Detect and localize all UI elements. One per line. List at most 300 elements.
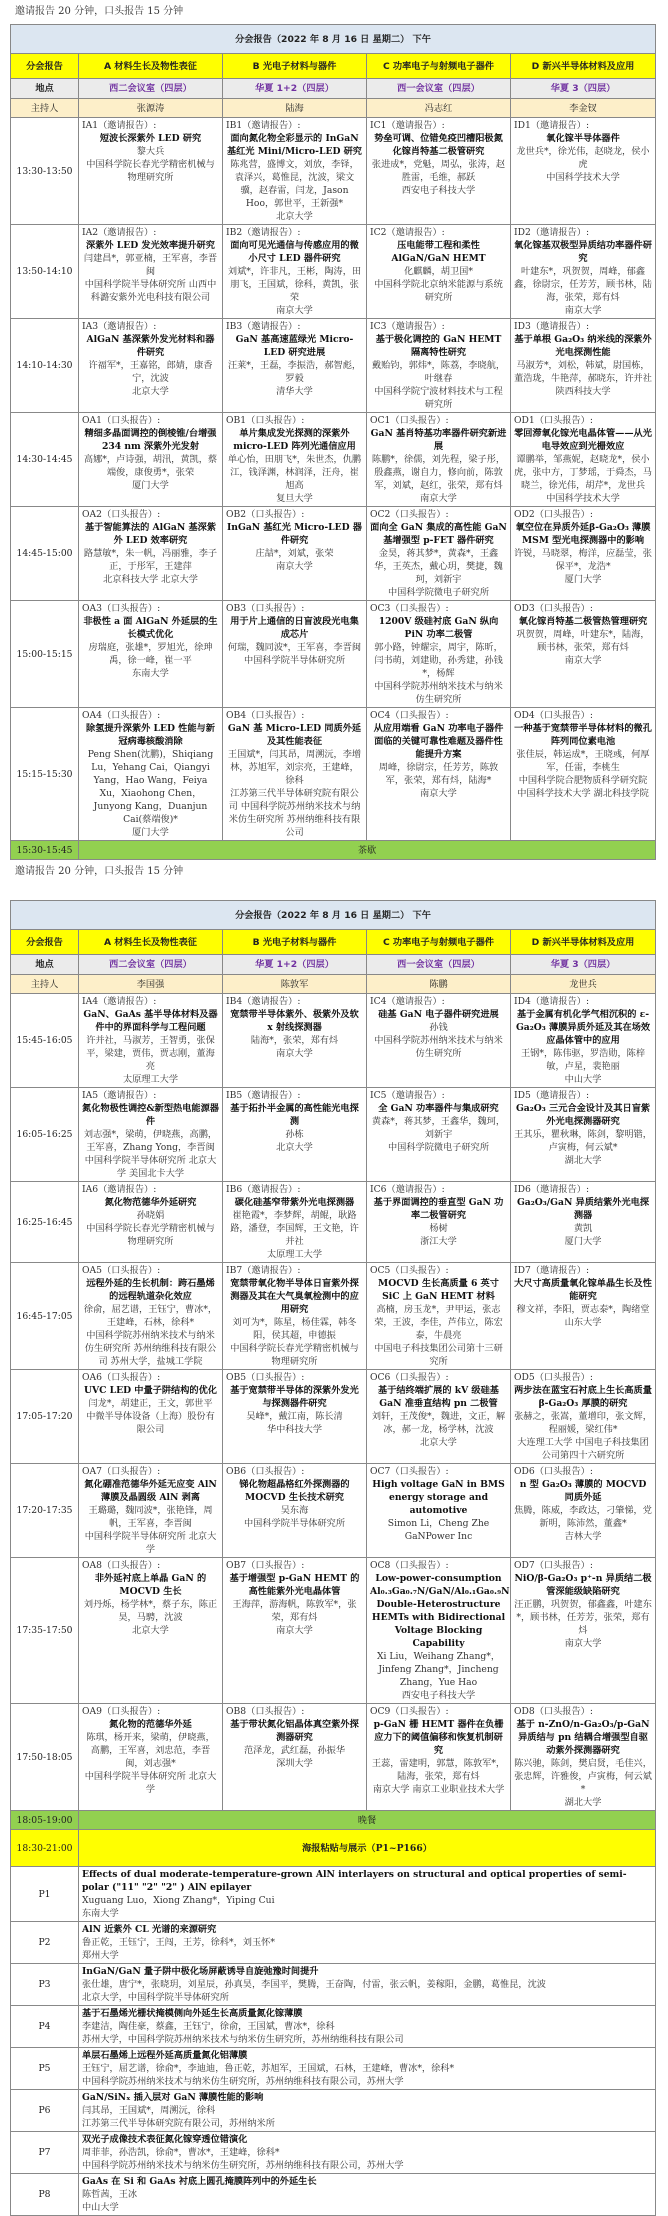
talk-cell [223, 601, 367, 708]
talk-title: High voltage GaN in BMS energy storage and automotive [372, 1479, 505, 1516]
poster-id: P7 [11, 2132, 79, 2174]
talk-affiliation: 江苏第三代半导体研究院有限公司 中国科学院苏州纳米技术与纳米仿生研究所 苏州纳维科技有限公司 [228, 788, 361, 838]
talk-cell [511, 1263, 656, 1370]
poster-entry [79, 2174, 656, 2216]
talk-authors: Peng Shen(沈鹏)，Shiqiang Lu，Yehang Cai，Qiangyi Yang，Hao Wang，Feiya Xu，Xiaohong Chen，Junyong Kang，Duanjun Cai(蔡端俊)* [87, 749, 214, 825]
talk-affiliation: 东南大学 [132, 668, 169, 679]
poster-row [11, 2174, 656, 2216]
talk-affiliation: 大连理工大学 中国电子科技集团公司第四十六研究所 [517, 1437, 649, 1461]
poster-entry [79, 2090, 656, 2132]
poster-title: AlN 近紫外 CL 光谱的来源研究 [82, 1924, 217, 1935]
talk-affiliation: 中国科学院宁波材料技术与工程研究所 [374, 386, 503, 410]
time-slot: 15:45-16:05 [11, 994, 79, 1088]
poster-id: P5 [11, 2048, 79, 2090]
talk-affiliation: 厦门大学 [564, 574, 602, 585]
talk-cell [511, 225, 656, 319]
talk-affiliation: 湖北大学 [564, 1155, 602, 1166]
talk-title: 零回滞氧化镓光电晶体管——从光电导效应到光栅效应 [514, 428, 652, 452]
talk-code: OC9（口头报告）: [370, 1706, 449, 1717]
talk-title: 单片集成发光探测的深紫外 micro-LED 阵列光通信应用 [233, 428, 356, 452]
talk-cell [367, 118, 511, 225]
talk-code: IC6（邀请报告）: [370, 1184, 445, 1195]
talk-authors: 王蕊，雷建明，郭慧，陈敦军*，陆海，张荣，郑有炓 [371, 1758, 506, 1782]
talk-cell [511, 1370, 656, 1464]
track-header-row [11, 930, 656, 955]
talk-code: ID1（邀请报告）: [514, 120, 590, 131]
talk-affiliation: 中国科学院长春光学精密机械与物理研究所 [86, 159, 215, 183]
session-title: 分会报告（2022 年 8 月 16 日 星期二） 下午 [11, 901, 656, 930]
talk-code: IC4（邀请报告）: [370, 996, 445, 1007]
talk-affiliation: 中国科学院北京纳米能源与系统研究所 [374, 279, 503, 303]
talk-title: 基于金属有机化学气相沉积的 ε-Ga₂O₃ 薄膜异质外延及其在场效应晶体管中的应用 [515, 1009, 651, 1046]
time-slot: 14:30-14:45 [11, 413, 79, 507]
talk-authors: 黄凯 [573, 1223, 593, 1234]
talk-authors: 刘志强*，梁萌，伊晓燕，高鹏，王军喜，Zhang Yong，李晋闽 [83, 1129, 218, 1153]
talk-affiliation: 浙江大学 [420, 1236, 457, 1247]
talk-cell [79, 1704, 223, 1811]
talk-title: 氮化物范德华外延研究 [104, 1197, 197, 1208]
talk-title: 从应用端看 GaN 功率电子器件面临的关键可靠性难题及器件性能提升方案 [373, 723, 504, 760]
host-b: 陆海 [223, 99, 367, 118]
talk-affiliation: 中国电子科技集团公司第十三研究所 [374, 1343, 503, 1367]
poster-id: P2 [11, 1922, 79, 1964]
schedule-row [11, 1704, 656, 1811]
talk-title: 氧化镓肖特基二极管热管理研究 [518, 616, 648, 627]
poster-entry [79, 1867, 656, 1922]
talk-affiliation: 陕西科技大学 [555, 386, 611, 397]
talk-affiliation: 北京大学 [132, 386, 169, 397]
schedule-row [11, 413, 656, 507]
talk-cell [367, 507, 511, 601]
talk-affiliation: 山东大学 [564, 1317, 602, 1328]
location-c: 西一会议室（四层） [367, 955, 511, 975]
talk-affiliation: 中国科学院长春光学精密机械与物理研究所 [230, 1343, 359, 1367]
talk-authors: 巩贺贺，周峰，叶建东*，陆海，顾书林，张荣，郑有炓 [516, 629, 650, 653]
talk-code: IA6（邀请报告）: [82, 1184, 157, 1195]
schedule-row [11, 1088, 656, 1182]
talk-cell [511, 319, 656, 413]
talk-authors: 杨树 [429, 1223, 448, 1234]
talk-code: IB1（邀请报告）: [226, 120, 301, 131]
host-d: 李金钗 [511, 99, 656, 118]
talk-code: OA3（口头报告）: [82, 603, 161, 614]
poster-entry [79, 1922, 656, 1964]
location-label: 地点 [11, 79, 79, 99]
host-a: 张源涛 [79, 99, 223, 118]
poster-title: 双光子成像技术表征氮化镓穿透位错演化 [82, 2134, 248, 2145]
time-slot: 16:25-16:45 [11, 1182, 79, 1263]
talk-cell [367, 225, 511, 319]
talk-authors: 崔艳霞*，李梦辉，胡鲲，耿路路，潘登，李国辉，王文艳，许并社 [230, 1210, 359, 1247]
talk-title: 基于带状氮化铝晶体真空紫外探测器研究 [230, 1719, 359, 1743]
talk-code: OA4（口头报告）: [82, 710, 161, 721]
talk-cell [223, 1182, 367, 1263]
talk-code: OA6（口头报告）: [82, 1372, 161, 1383]
talk-authors: 戴贻钧，郭炜*，陈荔，李晓航，叶继春 [371, 360, 506, 384]
poster-row [11, 1867, 656, 1922]
poster-row [11, 2090, 656, 2132]
talk-title: 氮化物极性调控&新型热电能源器件 [82, 1103, 219, 1127]
talk-code: OC6（口头报告）: [370, 1372, 449, 1383]
talk-code: OA1（口头报告）: [82, 415, 161, 426]
talk-title: 氧空位在异质外延β-Ga₂O₃ 薄膜 MSM 型光电探测器中的影响 [515, 522, 651, 546]
talk-code: OB3（口头报告）: [226, 603, 305, 614]
talk-affiliation: 中国科学院微电子研究所 [387, 1142, 490, 1153]
dinner-time: 18:05-19:00 [11, 1811, 79, 1830]
talk-code: IA4（邀请报告）: [82, 996, 157, 1007]
talk-code: OC1（口头报告）: [370, 415, 449, 426]
talk-cell [511, 1704, 656, 1811]
talk-code: OD5（口头报告）: [514, 1372, 593, 1383]
talk-cell [79, 994, 223, 1088]
talk-cell [511, 118, 656, 225]
tea-break-row [11, 841, 656, 860]
talk-cell [367, 1558, 511, 1704]
talk-authors: 高娜*，卢诗强，胡汛，黄凯，蔡端俊，康俊勇*，张荣 [83, 454, 218, 478]
talk-affiliation: 中国科学院苏州纳米技术与纳米仿生研究所 苏州纳维科技有限公司 苏州大学，盐城工学院 [84, 1330, 217, 1367]
talk-title: 氮化物的范德华外延 [109, 1719, 192, 1730]
poster-authors: 张仕雄，唐宁*，张晓玥，刘星辰，孙真昊，李国平，樊腾，王奋陶，付雷，张云帆，姜稼阳，金鹏，葛惟昆，沈波 [82, 1979, 546, 1990]
poster-id: P1 [11, 1867, 79, 1922]
talk-authors: 高楠，房玉龙*，尹甲运，张志荣，王波，李佳，芦伟立，陈宏泰，牛晨亮 [374, 1304, 503, 1341]
poster-authors: 鲁正乾，王钰宁，王闯，王芳，徐科*，刘玉怀* [82, 1937, 275, 1948]
talk-cell [79, 601, 223, 708]
talk-title: 1200V 级硅衬底 GaN 纵向 PiN 功率二极管 [378, 616, 499, 640]
poster-row [11, 2048, 656, 2090]
talk-title: p-GaN 栅 HEMT 器件在负栅应力下的阈值偏移和恢复机制研究 [373, 1719, 504, 1756]
poster-title: GaN/SiNₓ 插入层对 GaN 薄膜性能的影响 [82, 2092, 264, 2103]
talk-cell [79, 1182, 223, 1263]
talk-code: ID4（邀请报告）: [514, 996, 590, 1007]
talk-affiliation: 中国科学院微电子研究所 [387, 587, 490, 598]
talk-authors: 化麒麟，胡卫国* [404, 266, 473, 277]
talk-cell [79, 1088, 223, 1182]
talk-cell [223, 1088, 367, 1182]
poster-title: GaAs 在 Si 和 GaAs 衬底上圆孔掩膜阵列中的外延生长 [82, 2176, 317, 2187]
talk-authors: 许并社，马淑芳，王智勇，张保平，梁建，贾伟，贾志刚，董海亮 [86, 1035, 215, 1072]
talk-authors: 王其乐，瞿秋琳，陈剑，黎明锴，卢寅梅，何云斌* [514, 1129, 652, 1153]
schedule-row [11, 994, 656, 1088]
talk-code: IB3（邀请报告）: [226, 321, 301, 332]
talk-affiliation: 华中科技大学 [266, 1424, 323, 1435]
talk-code: OA9（口头报告）: [82, 1706, 161, 1717]
break-label: 茶歇 [79, 841, 656, 860]
talk-title: Ga₂O₃/GaN 异质结紫外光电探测器 [516, 1197, 650, 1221]
talk-authors: 何瑞，魏同波*，王军喜，李晋闽 [227, 642, 362, 653]
schedule-row [11, 225, 656, 319]
poster-time: 18:30-21:00 [11, 1830, 79, 1867]
talk-code: IB6（邀请报告）: [226, 1184, 301, 1195]
poster-session-label: 海报粘贴与展示（P1~P166） [79, 1830, 656, 1867]
time-slot: 15:00-15:15 [11, 601, 79, 708]
talk-code: OD3（口头报告）: [514, 603, 593, 614]
talk-affiliation: 北京大学 [276, 211, 313, 222]
talk-authors: 龙世兵*，徐光伟，赵晓龙，侯小虎 [516, 146, 650, 170]
session-title-row [11, 25, 656, 54]
talk-affiliation: 南京大学 [420, 493, 457, 504]
talk-cell [367, 1464, 511, 1558]
poster-session-row [11, 1830, 656, 1867]
talk-cell [367, 708, 511, 841]
talk-affiliation: 中国科学院半导体研究所 北京大学 [84, 1771, 217, 1795]
talk-title: 两步法在蓝宝石衬底上生长高质量β-Ga₂O₃ 厚膜的研究 [514, 1385, 652, 1409]
time-slot: 14:10-14:30 [11, 319, 79, 413]
talk-authors: 孙钱 [429, 1022, 448, 1033]
poster-row [11, 2006, 656, 2048]
talk-cell [223, 994, 367, 1088]
talk-cell [511, 1558, 656, 1704]
talk-affiliation: 中国科学技术大学 [546, 172, 620, 183]
session1-table [10, 24, 656, 860]
talk-title: 一种基于宽禁带半导体材料的微孔阵列同位素电池 [514, 723, 652, 747]
host-label: 主持人 [11, 975, 79, 994]
talk-authors: 陈琪，杨开来，梁萌，伊晓燕，高鹏，王军喜，刘忠范，李晋闽，刘志强* [86, 1732, 215, 1769]
talk-affiliation: 南京大学 [564, 655, 602, 666]
session-title-row [11, 901, 656, 930]
talk-authors: 周峰，徐尉宗，任芳芳，陈敦军，张荣，郑有炓，陆海* [378, 762, 499, 786]
talk-authors: 汪正鹏，巩贺贺，郁鑫鑫，叶建东*，顾书林，任芳芳，张荣，郑有炓 [514, 1599, 652, 1636]
talk-affiliation: 复旦大学 [276, 493, 313, 504]
talk-title: 深紫外 LED 发光效率提升研究 [86, 240, 215, 251]
talk-title: 宽禁带半导体紫外、极紫外及软 x 射线探测器 [230, 1009, 359, 1033]
talk-title: 氧化镓基双极型异质结功率器件研究 [514, 240, 652, 264]
location-b: 华夏 1+2（四层） [223, 79, 367, 99]
talk-cell [79, 118, 223, 225]
talk-code: OA2（口头报告）: [82, 509, 161, 520]
talk-authors: 路慧敏*，朱一帆，冯丽雅，李子正，于彤军，王建萍 [83, 548, 218, 572]
talk-cell [511, 708, 656, 841]
poster-authors: 闫其昂，王国斌*，周溯沅，徐科 [82, 2105, 216, 2116]
talk-affiliation: 厦门大学 [132, 480, 169, 491]
poster-id: P6 [11, 2090, 79, 2132]
talk-affiliation: GaNPower Inc [404, 1531, 473, 1542]
talk-affiliation: 厦门大学 [564, 1236, 602, 1247]
talk-code: ID6（邀请报告）: [514, 1184, 590, 1195]
talk-cell [79, 507, 223, 601]
talk-title: 短波长深紫外 LED 研究 [99, 133, 202, 144]
poster-authors: 李建洁，陶佳豪，蔡鑫，王钰宁，徐俞，王国斌，曹冰*，徐科 [82, 2021, 335, 2032]
talk-authors: 刘丹烁，杨学林*，蔡子东，陈正昊，马騁，沈波 [83, 1599, 218, 1623]
talk-authors: 庄喆*，刘斌，张荣 [255, 548, 334, 559]
talk-cell [367, 601, 511, 708]
talk-code: OD2（口头报告）: [514, 509, 593, 520]
talk-authors: 王国斌*，闫其昂，周溯沅，李增林，苏旭军，刘宗亮，王建峰，徐科 [227, 749, 362, 786]
location-row [11, 79, 656, 99]
talk-authors: 金昊，蒋其梦*，黄森*，王鑫华，王英杰，戴心玥，樊捷，魏珂，刘新宇 [374, 548, 503, 585]
talk-code: IA3（邀请报告）: [82, 321, 157, 332]
location-d: 华夏 3（四层） [511, 79, 656, 99]
talk-title: GaN 基肖特基功率器件研究新进展 [370, 428, 507, 452]
talk-cell [223, 1558, 367, 1704]
poster-affiliation: 中国科学院苏州纳米技术与纳米仿生研究所，苏州纳维科技有限公司，苏州大学 [82, 2160, 404, 2171]
talk-cell [367, 319, 511, 413]
talk-cell [223, 118, 367, 225]
talk-title: Ga₂O₃ 三元合金设计及其日盲紫外光电探测器研究 [515, 1103, 651, 1127]
talk-title: n 型 Ga₂O₃ 薄膜的 MOCVD 同质外延 [519, 1479, 647, 1503]
time-slot: 13:30-13:50 [11, 118, 79, 225]
break-time: 15:30-15:45 [11, 841, 79, 860]
talk-cell [223, 708, 367, 841]
talk-title: 压电能带工程和柔性 AlGaN/GaN HEMT [391, 240, 486, 264]
talk-code: OC5（口头报告）: [370, 1265, 449, 1276]
track-header-label: 分会报告 [11, 930, 79, 955]
host-row [11, 975, 656, 994]
talk-title: 硅基 GaN 电子器件研究进展 [378, 1009, 499, 1020]
talk-code: OD1（口头报告）: [514, 415, 593, 426]
talk-code: IC5（邀请报告）: [370, 1090, 445, 1101]
poster-entry [79, 2048, 656, 2090]
talk-code: OD4（口头报告）: [514, 710, 593, 721]
talk-cell [511, 994, 656, 1088]
talk-title: GaN、GaAs 基半导体材料及器件中的界面科学与工程问题 [83, 1009, 218, 1033]
talk-affiliation: 南京大学 [420, 788, 457, 799]
talk-affiliation: 西安电子科技大学 [401, 1690, 476, 1701]
talk-authors: 王钢*，陈伟驱，罗浩勋，陈梓敏，卢星，裴艳丽 [521, 1048, 646, 1072]
time-slot: 17:50-18:05 [11, 1704, 79, 1811]
talk-title: 基于拓扑半金属的高性能光电探测 [230, 1103, 359, 1127]
talk-affiliation: 南京大学 [564, 1638, 602, 1649]
talk-affiliation: 中国科学院半导体研究所 [243, 655, 346, 666]
talk-cell [367, 413, 511, 507]
talk-authors: 刘斌*，许非凡，王彬，陶涛，田朋飞，王国斌，徐科，黄凯，张荣 [227, 266, 362, 303]
talk-code: OB1（口头报告）: [226, 415, 305, 426]
dinner-label: 晚餐 [79, 1811, 656, 1830]
talk-authors: Simon Li，Cheng Zhe [387, 1518, 490, 1529]
talk-authors: 陈兆营，盛博文，刘放，李铎，袁泽兴，葛惟昆，沈波，梁文骥，赵春雷，闫龙，Jason Hoo，郭世平，王新强* [230, 159, 359, 209]
talk-affiliation: 深圳大学 [276, 1758, 313, 1769]
host-label: 主持人 [11, 99, 79, 118]
talk-cell [367, 1088, 511, 1182]
talk-code: IC1（邀请报告）: [370, 120, 445, 131]
talk-code: IC2（邀请报告）: [370, 227, 445, 238]
talk-affiliation: 北京大学 [420, 1437, 457, 1448]
talk-code: ID5（邀请报告）: [514, 1090, 590, 1101]
talk-affiliation: 清华大学 [276, 386, 313, 397]
talk-authors: 郭小路，钟耀宗，周宇，陈昕，闫书萌，刘建勋，孙秀建，孙钱*，杨辉 [374, 642, 503, 679]
talk-cell [223, 1704, 367, 1811]
talk-authors: 陆海*，张荣，郑有炓 [250, 1035, 339, 1046]
talk-title: 氮化硼准范德华外延无应变 AlN 薄膜及晶圆级 AlN 剥离 [84, 1479, 217, 1503]
schedule-row [11, 601, 656, 708]
talk-authors: 吴峰*，戴江南，陈长清 [246, 1411, 343, 1422]
track-header-label: 分会报告 [11, 54, 79, 79]
talk-cell [511, 507, 656, 601]
talk-title: 大尺寸高质量氧化镓单晶生长及性能研究 [514, 1278, 652, 1302]
talk-title: 基于智能算法的 AlGaN 基深紫外 LED 效率研究 [84, 522, 217, 546]
talk-title: 宽禁带氧化物半导体日盲紫外探测器及其在大气臭氧检测中的应用研究 [230, 1278, 359, 1315]
talk-cell [511, 1464, 656, 1558]
talk-affiliation: 太原理工大学 [266, 1249, 323, 1260]
talk-authors: 孙栋 [285, 1129, 304, 1140]
schedule-row [11, 1263, 656, 1370]
poster-entry [79, 2132, 656, 2174]
talk-title: 非外延衬底上单晶 GaN 的 MOCVD 生长 [94, 1573, 207, 1597]
talk-affiliation: 中国科学院苏州纳米技术与纳米仿生研究所 [374, 1035, 503, 1059]
talk-title: 锑化物超晶格红外探测器的 MOCVD 生长技术研究 [239, 1479, 350, 1503]
talk-code: OA8（口头报告）: [82, 1560, 161, 1571]
talk-authors: 吴东海 [280, 1505, 309, 1516]
time-slot: 17:20-17:35 [11, 1464, 79, 1558]
session-title: 分会报告（2022 年 8 月 16 日 星期二） 下午 [11, 25, 656, 54]
talk-authors: 陈鹏*，徐儒，刘先程，梁子彤，殷鑫燕，谢自力，修向前，陈敦军，刘斌，赵红，张荣，郑有炓 [371, 454, 506, 491]
talk-title: 全 GaN 功率器件与集成研究 [378, 1103, 499, 1114]
talk-affiliation: 南京大学 [276, 1048, 313, 1059]
talk-code: ID3（邀请报告）: [514, 321, 590, 332]
poster-entry [79, 2006, 656, 2048]
poster-affiliation: 中国科学院苏州纳米技术与纳米仿生研究所，苏州纳维科技有限公司，苏州大学 [82, 2076, 404, 2087]
poster-affiliation: 中山大学 [82, 2202, 119, 2213]
time-slot: 14:45-15:00 [11, 507, 79, 601]
talk-cell [511, 601, 656, 708]
talk-code: IC3（邀请报告）: [370, 321, 445, 332]
talk-authors: 闫龙*，胡建正，王文，郭世平 [88, 1398, 213, 1409]
talk-cell [79, 1263, 223, 1370]
talk-authors: 张赫之，张嵩，董增印，张文辉，程丽媛，梁红伟* [514, 1411, 652, 1435]
talk-code: OB6（口头报告）: [226, 1466, 305, 1477]
time-slot: 16:45-17:05 [11, 1263, 79, 1370]
schedule-row [11, 1464, 656, 1558]
location-b: 华夏 1+2（四层） [223, 955, 367, 975]
talk-authors: 黎大兵 [136, 146, 165, 157]
talk-code: IB4（邀请报告）: [226, 996, 301, 1007]
talk-authors: 陈兴驰，陈剑，樊启贤，毛佳兴，张忠辉，许雅俊，卢寅梅，何云斌* [514, 1758, 652, 1795]
host-d: 龙世兵 [511, 975, 656, 994]
track-c: C 功率电子与射频电子器件 [367, 54, 511, 79]
poster-affiliation: 江苏第三代半导体研究院有限公司，苏州纳米所 [82, 2118, 275, 2129]
host-c: 陈鹏 [367, 975, 511, 994]
talk-authors: 徐俞，屈艺谱，王钰宁，曹冰*，王建峰，石林，徐科* [83, 1304, 218, 1328]
talk-code: OA5（口头报告）: [82, 1265, 161, 1276]
talk-title: 基于界面调控的垂直型 GaN 功率二极管研究 [373, 1197, 504, 1221]
schedule-row [11, 507, 656, 601]
talk-code: OB5（口头报告）: [226, 1372, 305, 1383]
talk-authors: 谭鹏举，邹燕妮，赵晓龙*，侯小虎，张中方，丁梦瑶，于舜杰，马晓兰，徐光伟，胡芹*，龙世兵 [514, 454, 652, 491]
host-b: 陈敦军 [223, 975, 367, 994]
track-b: B 光电子材料与器件 [223, 930, 367, 955]
talk-affiliation: 南京大学 [276, 1625, 313, 1636]
schedule-row [11, 1370, 656, 1464]
talk-cell [511, 1182, 656, 1263]
poster-title: 基于石墨烯光栅状掩模侧向外延生长高质量氮化镓薄膜 [82, 2008, 303, 2019]
talk-affiliation: 吉林大学 [564, 1531, 602, 1542]
talk-authors: 刘轩，王茂俊*，魏进，文正，解冰，郝一龙，杨学林，沈波 [371, 1411, 506, 1435]
session2-table [10, 900, 656, 2216]
location-a: 西二会议室（四层） [79, 955, 223, 975]
talk-title: InGaN 基红光 Micro-LED 器件研究 [227, 522, 362, 546]
schedule-row [11, 1558, 656, 1704]
talk-affiliation: 中国科学技术大学 [546, 493, 620, 504]
talk-title: 用于片上通信的日盲波段光电集成芯片 [230, 616, 359, 640]
talk-title: 除氢提升深紫外 LED 性能与新冠病毒核酸消除 [86, 723, 215, 747]
talk-cell [223, 225, 367, 319]
talk-authors: 孙晓娟 [136, 1210, 165, 1221]
talk-authors: 范泽龙，武红磊，孙振华 [243, 1745, 346, 1756]
poster-affiliation: 郑州大学 [82, 1950, 119, 1961]
talk-affiliation: 西安电子科技大学 [401, 185, 476, 196]
duration-note-2: 邀请报告 20 分钟，口头报告 15 分钟 [15, 866, 184, 877]
talk-title: 面向可见光通信与传感应用的微小尺寸 LED 器件研究 [230, 240, 359, 264]
dinner-row [11, 1811, 656, 1830]
talk-title: 面向全 GaN 集成的高性能 GaN 基增强型 p-FET 器件研究 [370, 522, 507, 546]
talk-affiliation: 中国科学院半导体研究所 北京大学 美国北卡大学 [84, 1155, 217, 1179]
talk-title: 面向氮化物全彩显示的 InGaN 基红光 Mini/Micro-LED 研究 [227, 133, 362, 157]
talk-title: 基于单根 Ga₂O₃ 纳米线的深紫外光电探测性能 [514, 334, 652, 358]
talk-cell [79, 1370, 223, 1464]
location-a: 西二会议室（四层） [79, 79, 223, 99]
schedule-row [11, 708, 656, 841]
talk-code: OC2（口头报告）: [370, 509, 449, 520]
track-header-row [11, 54, 656, 79]
